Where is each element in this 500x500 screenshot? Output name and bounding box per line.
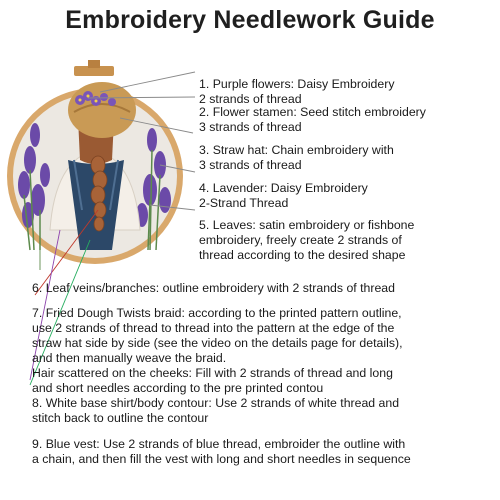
- step-1-text: Purple flowers: Daisy Embroidery 2 strands of thread: [199, 77, 395, 106]
- step-9: 9. Blue vest: Use 2 strands of blue thread, embroider the outline with a chain, and then fill the vest with long and short needles in sequence: [32, 437, 411, 466]
- step-5-text: Leaves: satin embroidery or fishbone embroidery, freely create 2 strands of thread according to the desired shape: [199, 218, 415, 262]
- step-5-number: 5: [199, 218, 206, 232]
- step-3-number: 3: [199, 143, 206, 157]
- step-2-text: Flower stamen: Seed stitch embroidery 3 strands of thread: [199, 105, 426, 134]
- step-8-number: 8: [32, 396, 39, 410]
- step-7-text: Fried Dough Twists braid: according to the printed pattern outline, use 2 strands of thread to thread into the pattern at the edge of the straw hat side by side (see the video on the details page for details), and then manually weave the braid. Hair scattered on the cheeks: Fill with 2 strands of thread and long and short needles according to the pre printed contou: [32, 306, 403, 395]
- step-2: 2. Flower stamen: Seed stitch embroidery 3 strands of thread: [199, 105, 426, 134]
- step-2-number: 2: [199, 105, 206, 119]
- step-3: 3. Straw hat: Chain embroidery with 3 strands of thread: [199, 143, 394, 172]
- page-title: Embroidery Needlework Guide: [65, 6, 435, 34]
- step-8-text: White base shirt/body contour: Use 2 strands of white thread and stitch back to outline the contour: [32, 396, 400, 425]
- step-8: 8. White base shirt/body contour: Use 2 strands of white thread and stitch back to outline the contour: [32, 396, 400, 425]
- step-4: 4. Lavender: Daisy Embroidery 2-Strand Thread: [199, 181, 368, 210]
- step-6: 6. Leaf veins/branches: outline embroidery with 2 strands of thread: [32, 281, 395, 295]
- step-9-number: 9: [32, 437, 39, 451]
- step-3-text: Straw hat: Chain embroidery with 3 strands of thread: [199, 143, 394, 172]
- step-6-number: 6: [32, 281, 39, 295]
- step-1-number: 1: [199, 77, 206, 91]
- step-7: 7. Fried Dough Twists braid: according to the printed pattern outline, use 2 strands of thread to thread into the pattern at the edge of the straw hat side by side (see the video on the details page for details), and then manually weave the braid. Hair scattered on the cheeks: Fill with 2 strands of thread and long and short needles according to the pre printed contou: [32, 306, 403, 395]
- step-1: 1. Purple flowers: Daisy Embroidery 2 strands of thread: [199, 77, 395, 106]
- step-4-number: 4: [199, 181, 206, 195]
- step-4-text: Lavender: Daisy Embroidery 2-Strand Thread: [199, 181, 368, 210]
- step-9-text: Blue vest: Use 2 strands of blue thread, embroider the outline with a chain, and then fill the vest with long and short needles in sequence: [32, 437, 411, 466]
- step-5: 5. Leaves: satin embroidery or fishbone embroidery, freely create 2 strands of thread according to the desired shape: [199, 218, 415, 262]
- step-6-text: Leaf veins/branches: outline embroidery with 2 strands of thread: [45, 281, 395, 295]
- step-7-number: 7: [32, 306, 39, 320]
